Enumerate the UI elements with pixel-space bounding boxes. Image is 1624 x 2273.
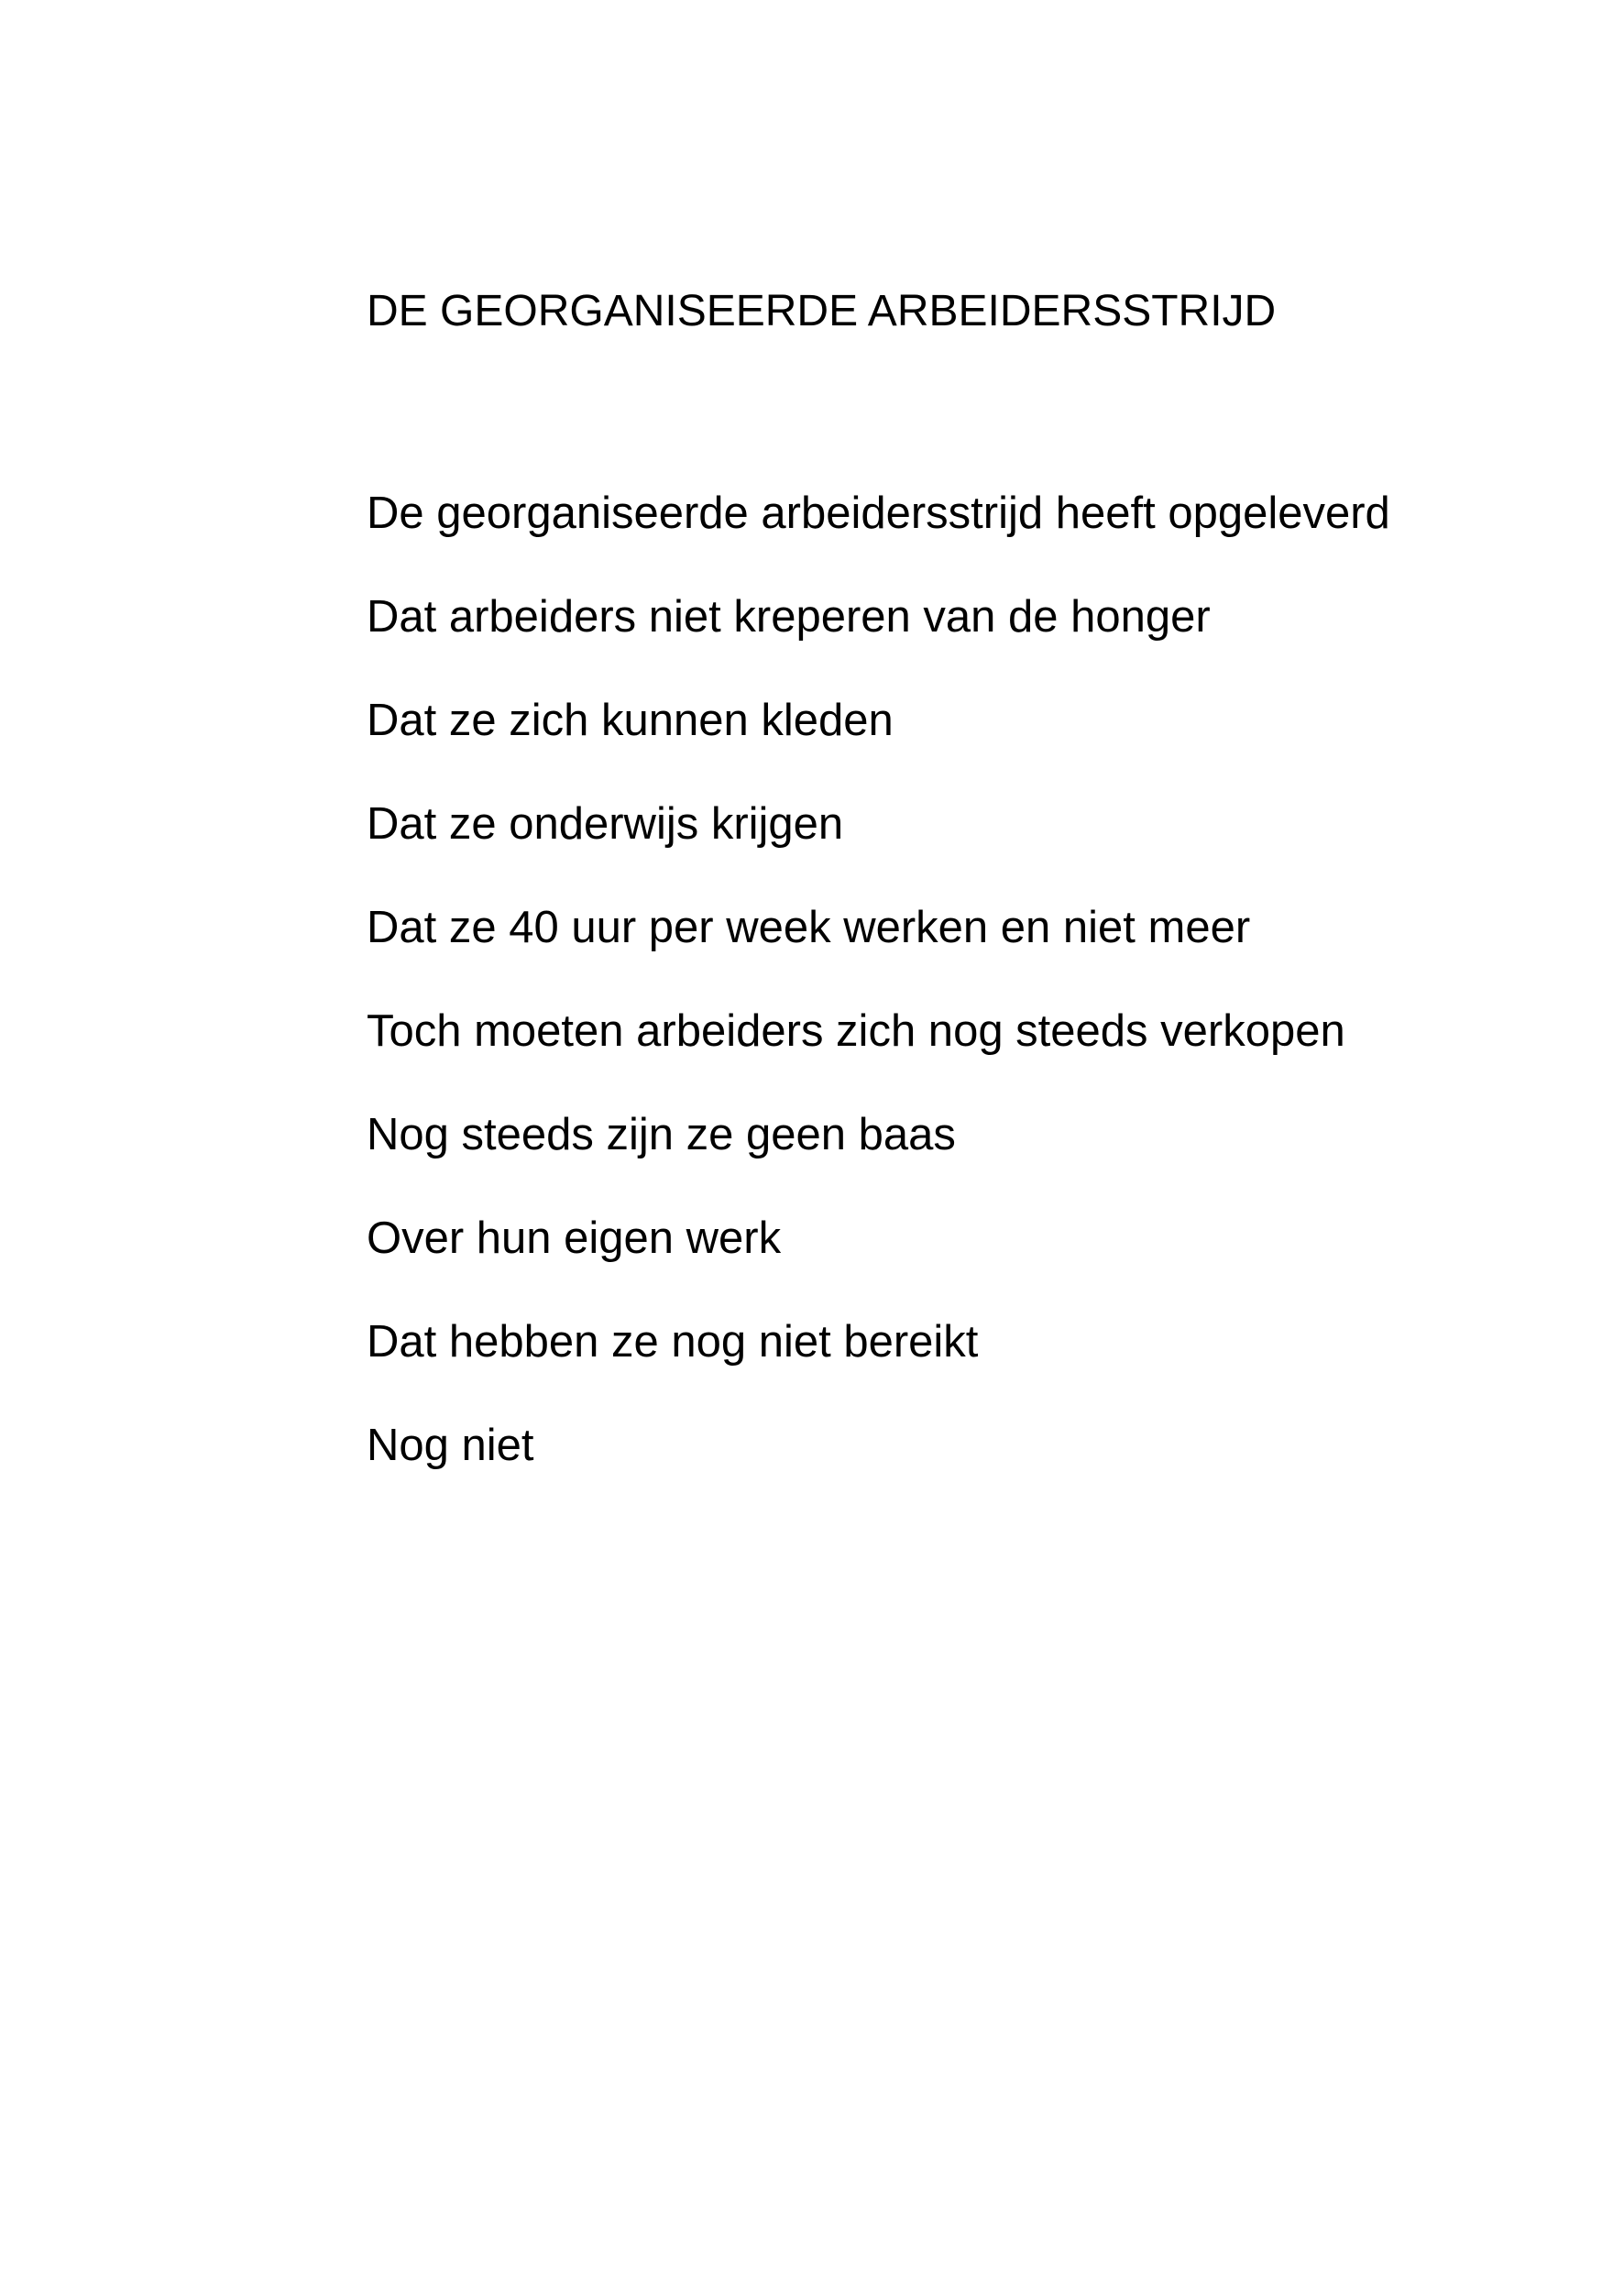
poem-line: Toch moeten arbeiders zich nog steeds verkopen xyxy=(367,1006,1345,1056)
poem-line: Nog steeds zijn ze geen baas xyxy=(367,1110,956,1159)
poem-line: Nog niet xyxy=(367,1421,534,1470)
poem-line: Dat hebben ze nog niet bereikt xyxy=(367,1317,979,1367)
poem-line: Dat ze 40 uur per week werken en niet meer xyxy=(367,903,1251,952)
poem-line: Dat arbeiders niet kreperen van de honger xyxy=(367,592,1211,642)
poem-line: De georganiseerde arbeidersstrijd heeft opgeleverd xyxy=(367,489,1390,538)
poem-line: Dat ze zich kunnen kleden xyxy=(367,696,894,745)
poem-body xyxy=(367,488,1390,1523)
poem-line: Over hun eigen werk xyxy=(367,1213,782,1263)
poem-title: DE GEORGANISEERDE ARBEIDERSSTRIJD xyxy=(367,287,1277,335)
poem-line: Dat ze onderwijs krijgen xyxy=(367,799,844,849)
